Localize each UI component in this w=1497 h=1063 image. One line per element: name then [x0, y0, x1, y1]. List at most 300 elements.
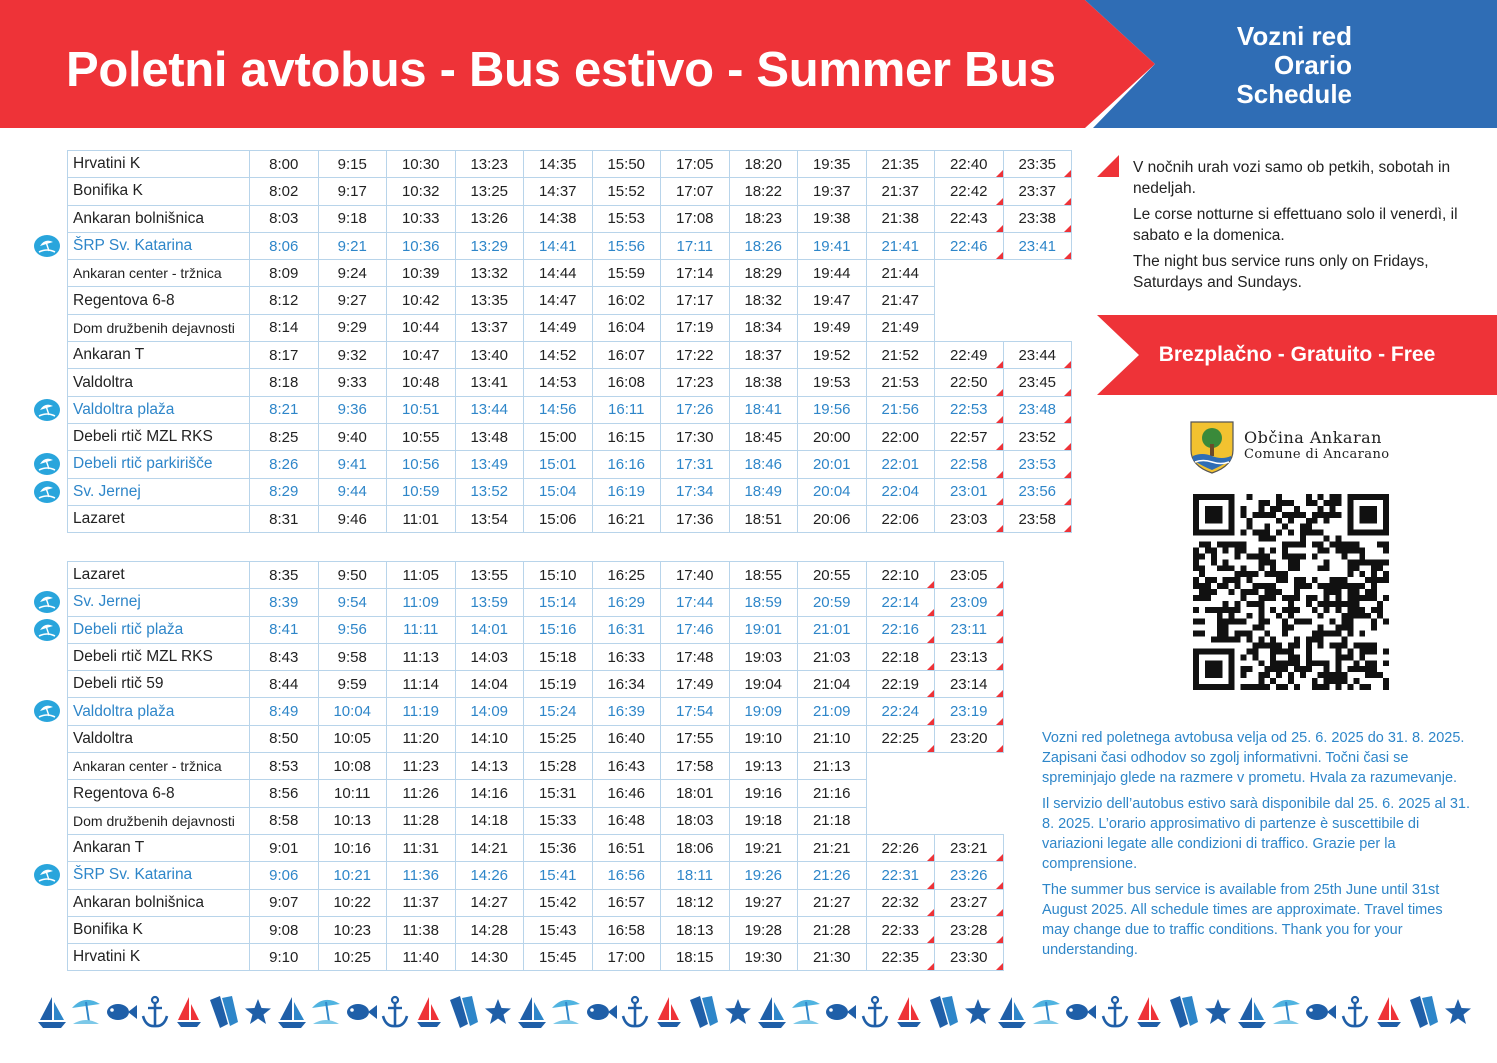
qr-code[interactable] [1193, 494, 1389, 690]
stop-name: Hrvatini K [68, 151, 250, 178]
departure-time: 23:56 [1003, 478, 1072, 505]
departure-time: 17:22 [661, 342, 730, 369]
table-row [68, 944, 1004, 971]
stop-name: Sv. Jernej [68, 589, 250, 616]
departure-time: 18:01 [661, 780, 730, 807]
empty-cell [866, 807, 935, 834]
flippers-icon [926, 994, 960, 1030]
anchor-icon [378, 994, 412, 1030]
table-row [68, 396, 1072, 423]
departure-time: 17:31 [661, 451, 730, 478]
departure-time: 9:10 [250, 944, 319, 971]
departure-time: 17:11 [661, 232, 730, 259]
departure-time: 16:34 [592, 671, 661, 698]
departure-time: 13:25 [455, 178, 524, 205]
departure-time: 21:13 [798, 753, 867, 780]
fish-icon [823, 994, 857, 1030]
departure-time: 9:17 [318, 178, 387, 205]
table-row [68, 205, 1072, 232]
departure-time: 14:52 [524, 342, 593, 369]
departure-time: 9:58 [318, 643, 387, 670]
departure-time: 21:38 [866, 205, 935, 232]
info-en: The summer bus service is available from 25th June until 31st August 2025. All schedule times are approximate. Travel times may change due to traffic conditions. Thank you for your understanding. [1042, 882, 1443, 958]
departure-time: 10:55 [387, 423, 456, 450]
departure-time: 14:53 [524, 369, 593, 396]
departure-time: 15:14 [524, 589, 593, 616]
stop-name: Debeli rtič 59 [68, 671, 250, 698]
departure-time: 15:18 [524, 643, 593, 670]
departure-time: 11:37 [387, 889, 456, 916]
departure-time: 23:21 [935, 834, 1004, 861]
departure-time: 8:50 [250, 725, 319, 752]
departure-time: 11:14 [387, 671, 456, 698]
empty-cell [935, 753, 1004, 780]
empty-cell [866, 753, 935, 780]
departure-time: 22:57 [935, 423, 1004, 450]
departure-time: 8:09 [250, 260, 319, 287]
departure-time: 10:16 [318, 834, 387, 861]
departure-time: 9:50 [318, 562, 387, 589]
departure-time: 9:40 [318, 423, 387, 450]
departure-time: 13:26 [455, 205, 524, 232]
stop-name: Debeli rtič plaža [68, 616, 250, 643]
departure-time: 16:07 [592, 342, 661, 369]
departure-time: 20:01 [798, 451, 867, 478]
departure-time: 19:44 [798, 260, 867, 287]
beach-umbrella-icon [34, 399, 60, 421]
table-row [68, 562, 1004, 589]
departure-time: 22:06 [866, 505, 935, 532]
departure-time: 18:41 [729, 396, 798, 423]
departure-time: 10:42 [387, 287, 456, 314]
table-row [68, 725, 1004, 752]
flippers-icon [1166, 994, 1200, 1030]
departure-time: 23:09 [935, 589, 1004, 616]
departure-time: 15:06 [524, 505, 593, 532]
departure-time: 22:16 [866, 616, 935, 643]
departure-time: 14:38 [524, 205, 593, 232]
departure-time: 16:58 [592, 916, 661, 943]
departure-time: 19:49 [798, 314, 867, 341]
departure-time: 23:38 [1003, 205, 1072, 232]
departure-time: 19:10 [729, 725, 798, 752]
departure-time: 19:38 [798, 205, 867, 232]
departure-time: 16:25 [592, 562, 661, 589]
table-row [68, 862, 1004, 889]
red-sail-icon [172, 994, 206, 1030]
departure-time: 22:18 [866, 643, 935, 670]
departure-time: 8:26 [250, 451, 319, 478]
departure-time: 10:51 [387, 396, 456, 423]
departure-time: 10:11 [318, 780, 387, 807]
stop-name: Sv. Jernej [68, 478, 250, 505]
departure-time: 23:41 [1003, 232, 1072, 259]
departure-time: 21:26 [798, 862, 867, 889]
stop-name: Ankaran center - tržnica [68, 260, 250, 287]
municipality-name-it: Comune di Ancarano [1244, 447, 1390, 462]
departure-time: 9:32 [318, 342, 387, 369]
info-sl: Vozni red poletnega avtobusa velja od 25. 6. 2025 do 31. 8. 2025. Zapisani časi odhodov so zgolj informativni. Točni časi se spreminjajo glede na razmere v prometu. Hvala za razumevanje. [1042, 730, 1465, 786]
departure-time: 18:03 [661, 807, 730, 834]
departure-time: 11:40 [387, 944, 456, 971]
departure-time: 8:00 [250, 151, 319, 178]
departure-time: 11:20 [387, 725, 456, 752]
departure-time: 18:59 [729, 589, 798, 616]
sailboat-icon [995, 994, 1029, 1030]
municipality-name-sl: Občina Ankaran [1244, 428, 1382, 447]
departure-time: 10:30 [387, 151, 456, 178]
red-sail-icon [652, 994, 686, 1030]
table-row [68, 780, 1004, 807]
departure-time: 13:59 [455, 589, 524, 616]
stop-name: Hrvatini K [68, 944, 250, 971]
departure-time: 23:19 [935, 698, 1004, 725]
star-icon [1441, 994, 1475, 1030]
departure-time: 13:29 [455, 232, 524, 259]
departure-time: 15:16 [524, 616, 593, 643]
departure-time: 22:24 [866, 698, 935, 725]
departure-time: 14:35 [524, 151, 593, 178]
beach-umbrella-icon [34, 619, 60, 641]
stop-name: Valdoltra plaža [68, 396, 250, 423]
departure-time: 16:51 [592, 834, 661, 861]
municipality-name [1244, 428, 1389, 462]
departure-time: 19:26 [729, 862, 798, 889]
table-row [68, 260, 1072, 287]
departure-time: 21:30 [798, 944, 867, 971]
departure-time: 21:41 [866, 232, 935, 259]
umbrella-icon [1269, 994, 1303, 1030]
departure-time: 16:15 [592, 423, 661, 450]
departure-time: 17:55 [661, 725, 730, 752]
departure-time: 23:20 [935, 725, 1004, 752]
table-row [68, 369, 1072, 396]
departure-time: 19:47 [798, 287, 867, 314]
departure-time: 17:49 [661, 671, 730, 698]
departure-time: 17:58 [661, 753, 730, 780]
departure-time: 21:44 [866, 260, 935, 287]
departure-time: 23:58 [1003, 505, 1072, 532]
night-note-sl: V nočnih urah vozi samo ob petkih, sobotah in nedeljah. [1133, 159, 1451, 197]
departure-time: 14:13 [455, 753, 524, 780]
table-row [68, 643, 1004, 670]
departure-time: 16:48 [592, 807, 661, 834]
empty-cell [866, 780, 935, 807]
departure-time: 21:56 [866, 396, 935, 423]
departure-time: 14:21 [455, 834, 524, 861]
departure-time: 16:21 [592, 505, 661, 532]
departure-time: 8:53 [250, 753, 319, 780]
stop-name: ŠRP Sv. Katarina [68, 232, 250, 259]
departure-time: 17:26 [661, 396, 730, 423]
sailboat-icon [275, 994, 309, 1030]
departure-time: 15:53 [592, 205, 661, 232]
departure-time: 20:04 [798, 478, 867, 505]
departure-time: 8:35 [250, 562, 319, 589]
sailboat-icon [1235, 994, 1269, 1030]
departure-time: 8:02 [250, 178, 319, 205]
departure-time: 9:41 [318, 451, 387, 478]
decorative-footer [35, 992, 1475, 1032]
departure-time: 16:40 [592, 725, 661, 752]
departure-time: 9:46 [318, 505, 387, 532]
departure-time: 9:29 [318, 314, 387, 341]
departure-time: 17:46 [661, 616, 730, 643]
departure-time: 17:34 [661, 478, 730, 505]
departure-time: 23:45 [1003, 369, 1072, 396]
departure-time: 23:01 [935, 478, 1004, 505]
departure-time: 11:05 [387, 562, 456, 589]
departure-time: 18:49 [729, 478, 798, 505]
departure-time: 22:04 [866, 478, 935, 505]
departure-time: 22:43 [935, 205, 1004, 232]
table-row [68, 342, 1072, 369]
night-notes [1133, 158, 1483, 299]
departure-time: 22:53 [935, 396, 1004, 423]
departure-time: 22:40 [935, 151, 1004, 178]
table-row [68, 916, 1004, 943]
municipality-crest-icon [1189, 420, 1235, 474]
departure-time: 14:49 [524, 314, 593, 341]
table-row [68, 505, 1072, 532]
departure-time: 15:00 [524, 423, 593, 450]
departure-time: 9:33 [318, 369, 387, 396]
star-icon [1201, 994, 1235, 1030]
fish-icon [584, 994, 618, 1030]
departure-time: 14:10 [455, 725, 524, 752]
validity-info [1042, 728, 1472, 966]
departure-time: 15:36 [524, 834, 593, 861]
departure-time: 19:52 [798, 342, 867, 369]
departure-time: 22:32 [866, 889, 935, 916]
star-icon [481, 994, 515, 1030]
departure-time: 16:57 [592, 889, 661, 916]
departure-time: 22:35 [866, 944, 935, 971]
departure-time: 17:05 [661, 151, 730, 178]
departure-time: 15:59 [592, 260, 661, 287]
departure-time: 15:33 [524, 807, 593, 834]
table-row [68, 589, 1004, 616]
empty-cell [935, 780, 1004, 807]
table-row [68, 834, 1004, 861]
departure-time: 10:08 [318, 753, 387, 780]
departure-time: 19:53 [798, 369, 867, 396]
table-row [68, 287, 1072, 314]
departure-time: 21:47 [866, 287, 935, 314]
table-row [68, 807, 1004, 834]
table-row [68, 451, 1072, 478]
departure-time: 16:39 [592, 698, 661, 725]
departure-time: 22:31 [866, 862, 935, 889]
departure-time: 17:19 [661, 314, 730, 341]
departure-time: 18:51 [729, 505, 798, 532]
departure-time: 14:26 [455, 862, 524, 889]
departure-time: 18:13 [661, 916, 730, 943]
umbrella-icon [309, 994, 343, 1030]
anchor-icon [1338, 994, 1372, 1030]
departure-time: 22:58 [935, 451, 1004, 478]
table-row [68, 616, 1004, 643]
stop-name: Regentova 6-8 [68, 287, 250, 314]
departure-time: 15:56 [592, 232, 661, 259]
departure-time: 19:30 [729, 944, 798, 971]
departure-time: 15:04 [524, 478, 593, 505]
stop-name: Valdoltra [68, 725, 250, 752]
departure-time: 19:09 [729, 698, 798, 725]
departure-time: 21:10 [798, 725, 867, 752]
beach-umbrella-icon [34, 864, 60, 886]
beach-umbrella-icon [34, 481, 60, 503]
departure-time: 18:12 [661, 889, 730, 916]
empty-cell [1003, 260, 1072, 287]
departure-time: 21:16 [798, 780, 867, 807]
departure-time: 22:33 [866, 916, 935, 943]
schedule-label-en: Schedule [1236, 79, 1352, 109]
star-icon [961, 994, 995, 1030]
departure-time: 15:31 [524, 780, 593, 807]
departure-time: 10:13 [318, 807, 387, 834]
departure-time: 18:32 [729, 287, 798, 314]
departure-time: 17:17 [661, 287, 730, 314]
departure-time: 18:22 [729, 178, 798, 205]
departure-time: 20:00 [798, 423, 867, 450]
departure-time: 22:50 [935, 369, 1004, 396]
inbound-timetable [67, 561, 1004, 971]
departure-time: 16:04 [592, 314, 661, 341]
departure-time: 9:36 [318, 396, 387, 423]
table-row [68, 698, 1004, 725]
departure-time: 15:41 [524, 862, 593, 889]
departure-time: 9:54 [318, 589, 387, 616]
umbrella-icon [789, 994, 823, 1030]
stop-name: Ankaran T [68, 834, 250, 861]
departure-time: 17:40 [661, 562, 730, 589]
departure-time: 18:29 [729, 260, 798, 287]
departure-time: 9:18 [318, 205, 387, 232]
departure-time: 23:48 [1003, 396, 1072, 423]
flippers-icon [206, 994, 240, 1030]
departure-time: 9:08 [250, 916, 319, 943]
departure-time: 14:01 [455, 616, 524, 643]
departure-time: 16:46 [592, 780, 661, 807]
departure-time: 10:05 [318, 725, 387, 752]
departure-time: 11:11 [387, 616, 456, 643]
departure-time: 8:25 [250, 423, 319, 450]
sailboat-icon [35, 994, 69, 1030]
table-row [68, 671, 1004, 698]
departure-time: 14:16 [455, 780, 524, 807]
departure-time: 13:41 [455, 369, 524, 396]
departure-time: 15:42 [524, 889, 593, 916]
departure-time: 18:46 [729, 451, 798, 478]
departure-time: 15:43 [524, 916, 593, 943]
departure-time: 18:37 [729, 342, 798, 369]
departure-time: 9:06 [250, 862, 319, 889]
departure-time: 23:53 [1003, 451, 1072, 478]
departure-time: 23:11 [935, 616, 1004, 643]
red-sail-icon [412, 994, 446, 1030]
departure-time: 15:52 [592, 178, 661, 205]
departure-time: 21:28 [798, 916, 867, 943]
departure-time: 22:19 [866, 671, 935, 698]
night-note-en: The night bus service runs only on Fridays, Saturdays and Sundays. [1133, 253, 1429, 291]
departure-time: 8:29 [250, 478, 319, 505]
departure-time: 17:14 [661, 260, 730, 287]
stop-name: Lazaret [68, 562, 250, 589]
stop-name: Bonifika K [68, 178, 250, 205]
departure-time: 18:23 [729, 205, 798, 232]
departure-time: 22:42 [935, 178, 1004, 205]
departure-time: 21:04 [798, 671, 867, 698]
departure-time: 13:32 [455, 260, 524, 287]
flippers-icon [1406, 994, 1440, 1030]
schedule-label [1236, 22, 1352, 109]
departure-time: 17:48 [661, 643, 730, 670]
departure-time: 17:07 [661, 178, 730, 205]
departure-time: 19:35 [798, 151, 867, 178]
flippers-icon [446, 994, 480, 1030]
empty-cell [935, 260, 1004, 287]
departure-time: 8:56 [250, 780, 319, 807]
info-it: Il servizio dell’autobus estivo sarà disponibile dal 25. 6. 2025 al 31. 8. 2025. L’orario approsimativo di partenze è suscettibile di variazioni legate alle condizioni di traffico. Grazie per la comprensione. [1042, 796, 1471, 872]
red-sail-icon [1132, 994, 1166, 1030]
star-icon [721, 994, 755, 1030]
departure-time: 11:38 [387, 916, 456, 943]
departure-time: 16:33 [592, 643, 661, 670]
star-icon [241, 994, 275, 1030]
departure-time: 10:32 [387, 178, 456, 205]
departure-time: 19:03 [729, 643, 798, 670]
page-title: Poletni avtobus - Bus estivo - Summer Bus [66, 43, 1056, 97]
stop-name: ŠRP Sv. Katarina [68, 862, 250, 889]
departure-time: 18:45 [729, 423, 798, 450]
departure-time: 9:44 [318, 478, 387, 505]
departure-time: 14:44 [524, 260, 593, 287]
departure-time: 13:54 [455, 505, 524, 532]
departure-time: 15:01 [524, 451, 593, 478]
departure-time: 14:03 [455, 643, 524, 670]
departure-time: 15:50 [592, 151, 661, 178]
table-row [68, 151, 1072, 178]
departure-time: 13:49 [455, 451, 524, 478]
departure-time: 18:26 [729, 232, 798, 259]
departure-time: 23:44 [1003, 342, 1072, 369]
stop-name: Bonifika K [68, 916, 250, 943]
stop-name: Debeli rtič MZL RKS [68, 643, 250, 670]
departure-time: 22:46 [935, 232, 1004, 259]
departure-time: 16:29 [592, 589, 661, 616]
departure-time: 19:41 [798, 232, 867, 259]
empty-cell [1003, 314, 1072, 341]
departure-time: 11:09 [387, 589, 456, 616]
departure-time: 10:39 [387, 260, 456, 287]
anchor-icon [858, 994, 892, 1030]
departure-time: 13:52 [455, 478, 524, 505]
departure-time: 16:31 [592, 616, 661, 643]
departure-time: 15:25 [524, 725, 593, 752]
departure-time: 20:06 [798, 505, 867, 532]
departure-time: 21:18 [798, 807, 867, 834]
departure-time: 18:11 [661, 862, 730, 889]
departure-time: 11:13 [387, 643, 456, 670]
departure-time: 14:27 [455, 889, 524, 916]
departure-time: 16:43 [592, 753, 661, 780]
stop-name: Debeli rtič MZL RKS [68, 423, 250, 450]
departure-time: 23:37 [1003, 178, 1072, 205]
departure-time: 10:25 [318, 944, 387, 971]
departure-time: 21:21 [798, 834, 867, 861]
fish-icon [344, 994, 378, 1030]
